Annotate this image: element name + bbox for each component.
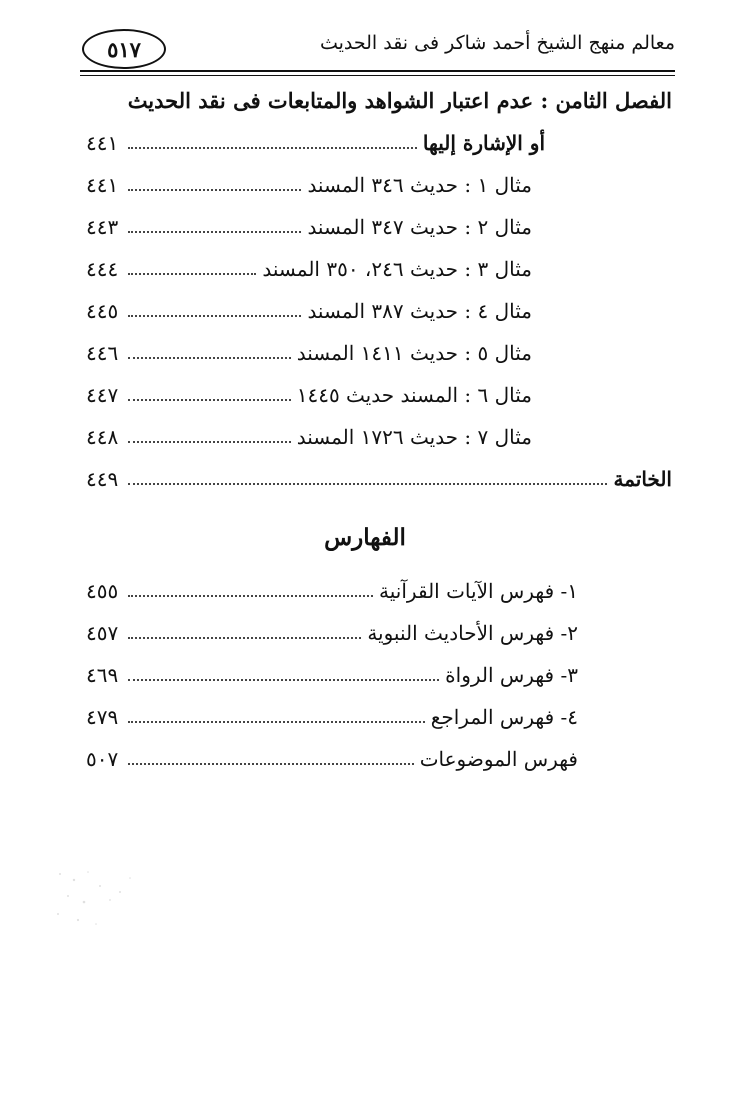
toc-row-chapter[interactable] [86, 126, 545, 160]
leader-dots [128, 273, 256, 275]
toc-page-number: ٤٤٣ [86, 215, 119, 239]
toc-page-number: ٤٤٧ [86, 383, 119, 407]
toc-row-example[interactable] [86, 252, 532, 286]
toc-page-number: ٤٤٥ [86, 299, 119, 323]
toc-page-number: ٤٤١ [86, 131, 119, 155]
leader-dots [128, 357, 291, 359]
toc-entry-label: أو الإشارة إليها [422, 131, 545, 155]
toc-row-example[interactable] [86, 336, 532, 370]
toc-page-number: ٤٥٥ [86, 579, 119, 603]
leader-dots [128, 189, 301, 191]
toc-entry-label: مثال ٤ : حديث ٣٨٧ المسند [307, 299, 532, 323]
toc-row-index[interactable] [86, 700, 578, 734]
leader-dots [128, 441, 291, 443]
toc-entry-label: فهرس الموضوعات [419, 747, 578, 771]
toc-page-number: ٤٤٦ [86, 341, 119, 365]
page-number: ٥١٧ [82, 29, 166, 69]
toc-row-example[interactable] [86, 210, 532, 244]
toc-page-number: ٤٤١ [86, 173, 119, 197]
leader-dots [128, 595, 373, 597]
toc-entry-label: ٣- فهرس الرواة [445, 663, 578, 687]
toc-entry-label: مثال ٧ : حديث ١٧٢٦ المسند [296, 425, 532, 449]
toc-row-example[interactable] [86, 378, 532, 412]
scan-noise [40, 862, 160, 942]
toc-page-number: ٤٦٩ [86, 663, 119, 687]
chapter-title: الفصل الثامن : عدم اعتبار الشواهد والمتابعات فى نقد الحديث [127, 88, 672, 113]
leader-dots [128, 637, 361, 639]
leader-dots [128, 231, 301, 233]
toc-page-number: ٤٥٧ [86, 621, 119, 645]
toc-entry-label: مثال ٣ : حديث ٢٤٦، ٣٥٠ المسند [262, 257, 532, 281]
toc-row-index[interactable] [86, 574, 578, 608]
toc-page-number: ٤٤٤ [86, 257, 119, 281]
leader-dots [128, 315, 301, 317]
toc-page-number: ٤٤٨ [86, 425, 119, 449]
leader-dots [128, 399, 291, 401]
toc-entry-label: مثال ٥ : حديث ١٤١١ المسند [296, 341, 532, 365]
header-rule [80, 70, 675, 72]
toc-entry-label: الخاتمة [613, 467, 672, 491]
indexes-heading: الفهارس [324, 524, 406, 551]
leader-dots [128, 721, 425, 723]
toc-entry-label: مثال ٢ : حديث ٣٤٧ المسند [307, 215, 532, 239]
toc-entry-label: مثال ٦ : المسند حديث ١٤٤٥ [296, 383, 532, 407]
toc-page-number: ٥٠٧ [86, 747, 119, 771]
toc-entry-label: ١- فهرس الآيات القرآنية [379, 579, 578, 603]
toc-page-number: ٤٧٩ [86, 705, 119, 729]
leader-dots [128, 679, 439, 681]
leader-dots [128, 763, 414, 765]
leader-dots [128, 483, 607, 485]
toc-entry-label: ٤- فهرس المراجع [430, 705, 578, 729]
toc-row-example[interactable] [86, 168, 532, 202]
leader-dots [128, 147, 417, 149]
running-title: معالم منهج الشيخ أحمد شاكر فى نقد الحديث [319, 32, 675, 54]
toc-row-example[interactable] [86, 420, 532, 454]
toc-row-index[interactable] [86, 616, 578, 650]
toc-row-index[interactable] [86, 742, 578, 776]
toc-page-number: ٤٤٩ [86, 467, 119, 491]
toc-row-index[interactable] [86, 658, 578, 692]
toc-entry-label: مثال ١ : حديث ٣٤٦ المسند [307, 173, 532, 197]
toc-row-conclusion[interactable] [86, 462, 672, 496]
page-header [80, 26, 675, 70]
toc-row-example[interactable] [86, 294, 532, 328]
header-rule-thin [80, 75, 675, 76]
toc-entry-label: ٢- فهرس الأحاديث النبوية [367, 621, 578, 645]
